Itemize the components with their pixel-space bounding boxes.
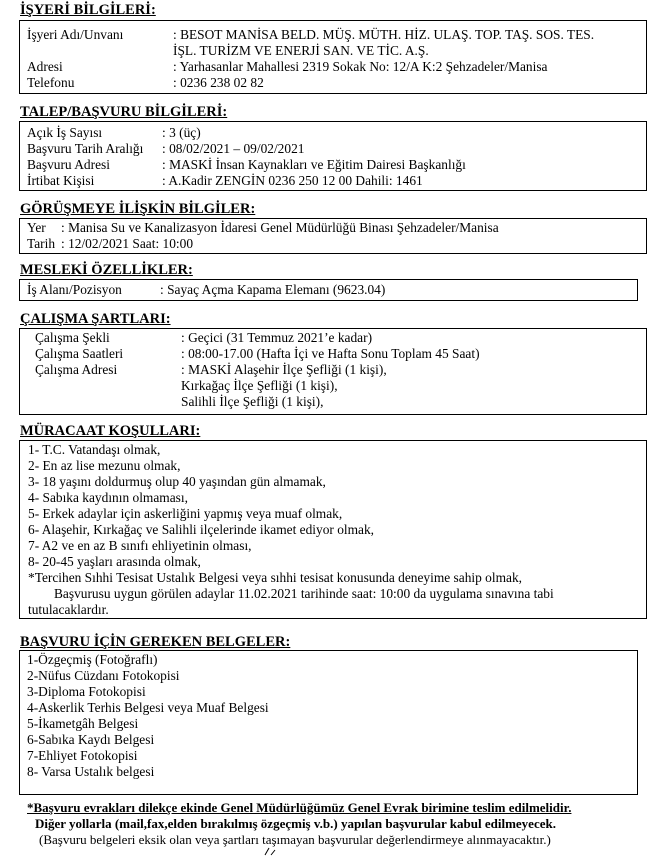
field-value: : 08/02/2021 – 09/02/2021 (162, 141, 305, 156)
field-value: : A.Kadir ZENGİN 0236 250 12 00 Dahili: 1461 (162, 173, 423, 188)
field-value: : MASKİ İnsan Kaynakları ve Eğitim Dairesi Başkanlığı (162, 157, 466, 172)
list-item: 3- 18 yaşını doldurmuş olup 40 yaşından gün almamak, (28, 474, 326, 489)
list-item: 3-Diploma Fotokopisi (27, 684, 146, 699)
calisma-row-adresi-2 (35, 378, 646, 394)
calisma-row-adresi-3 (35, 394, 646, 410)
section-title-calisma: ÇALIŞMA ŞARTLARI: (20, 311, 171, 327)
list-item: 1- T.C. Vatandaşı olmak, (28, 442, 161, 457)
muracaat-box (19, 440, 647, 619)
calisma-row-sekli (35, 330, 646, 346)
field-label: İrtibat Kişisi (27, 173, 95, 188)
list-item: 4-Askerlik Terhis Belgesi veya Muaf Belgesi (27, 700, 269, 715)
calisma-row-adresi (35, 362, 646, 378)
exam-note-line: Başvurusu uygun görülen adaylar 11.02.2021 tarihinde saat: 10:00 da uygulama sınavına tabi (54, 586, 554, 601)
pen-mark-icon (263, 846, 283, 856)
list-item: *Tercihen Sıhhi Tesisat Ustalık Belgesi veya sıhhi tesisat konusunda deneyime sahip olmak, (28, 570, 522, 585)
talep-box (19, 121, 647, 191)
field-value: : Yarhasanlar Mahallesi 2319 Sokak No: 12/A K:2 Şehzadeler/Manisa (173, 59, 548, 74)
talep-row-irtibat (27, 173, 646, 189)
gorusme-box (19, 218, 647, 254)
list-item: 5- Erkek adaylar için askerliğini yapmış veya muaf olmak, (28, 506, 343, 521)
field-label: Açık İş Sayısı (27, 125, 103, 140)
field-value: İŞL. TURİZM VE ENERJİ SAN. VE TİC. A.Ş. (173, 43, 429, 58)
field-label: İş Alanı/Pozisyon (27, 282, 122, 297)
mesleki-box (19, 279, 638, 301)
list-item: 8- 20-45 yaşları arasında olmak, (28, 554, 201, 569)
list-item: 2- En az lise mezunu olmak, (28, 458, 181, 473)
field-value: : BESOT MANİSA BELD. MÜŞ. MÜTH. HİZ. ULAŞ. TOP. TAŞ. SOS. TES. (173, 27, 595, 42)
field-value: : 08:00-17.00 (Hafta İçi ve Hafta Sonu Toplam 45 Saat) (181, 346, 480, 361)
list-item: 7- A2 ve en az B sınıfı ehliyetinin olması, (28, 538, 252, 553)
section-title-isyeri: İŞYERİ BİLGİLERİ: (20, 2, 156, 18)
field-label: Başvuru Adresi (27, 157, 110, 172)
gorusme-row-tarih (27, 236, 646, 252)
footer-note-submission: *Başvuru evrakları dilekçe ekinde Genel Müdürlüğümüz Genel Evrak birimine teslim edilmelidir. (27, 800, 572, 815)
isyeri-row-telefon (27, 75, 646, 91)
section-title-belgeler: BAŞVURU İÇİN GEREKEN BELGELER: (20, 634, 291, 650)
talep-row-acik-is (27, 125, 646, 141)
belgeler-box (19, 650, 638, 795)
list-item: 7-Ehliyet Fotokopisi (27, 748, 138, 763)
isyeri-box (19, 20, 647, 94)
talep-row-tarih (27, 141, 646, 157)
list-item: 1-Özgeçmiş (Fotoğraflı) (27, 652, 158, 667)
calisma-box (19, 328, 647, 415)
exam-note-line: tutulacaklardır. (28, 602, 109, 617)
isyeri-row-unvan-cont (27, 43, 646, 59)
isyeri-row-adres (27, 59, 646, 75)
list-item: 2-Nüfus Cüzdanı Fotokopisi (27, 668, 180, 683)
isyeri-row-unvan (27, 27, 646, 43)
field-value: : 12/02/2021 Saat: 10:00 (61, 236, 194, 251)
field-label: Adresi (27, 59, 63, 74)
section-title-gorusme: GÖRÜŞMEYE İLİŞKİN BİLGİLER: (20, 201, 256, 217)
field-value: : Sayaç Açma Kapama Elemanı (9623.04) (160, 282, 386, 297)
section-title-talep: TALEP/BAŞVURU BİLGİLERİ: (20, 104, 228, 120)
field-value: Salihli İlçe Şefliği (1 kişi), (181, 394, 324, 409)
section-title-muracaat: MÜRACAAT KOŞULLARI: (20, 423, 201, 439)
field-label: Çalışma Saatleri (35, 346, 124, 361)
field-label: Yer (27, 220, 46, 235)
field-value: : 3 (üç) (162, 125, 201, 140)
field-value: : Geçici (31 Temmuz 2021’e kadar) (181, 330, 373, 345)
list-item: 6- Alaşehir, Kırkağaç ve Salihli ilçelerinde ikamet ediyor olmak, (28, 522, 375, 537)
list-item: 6-Sabıka Kaydı Belgesi (27, 732, 155, 747)
field-value: Kırkağaç İlçe Şefliği (1 kişi), (181, 378, 338, 393)
field-value: : MASKİ Alaşehir İlçe Şefliği (1 kişi), (181, 362, 387, 377)
section-title-mesleki: MESLEKİ ÖZELLİKLER: (20, 262, 193, 278)
list-item: 5-İkametgâh Belgesi (27, 716, 139, 731)
footer-note-other-ways: Diğer yollarla (mail,fax,elden bırakılmış özgeçmiş v.b.) yapılan başvurular kabul edilmeyecek. (35, 816, 556, 831)
gorusme-row-yer (27, 220, 646, 236)
mesleki-row-pozisyon (27, 282, 637, 298)
field-label: İşyeri Adı/Unvanı (27, 27, 124, 42)
talep-row-adres (27, 157, 646, 173)
list-item: 8- Varsa Ustalık belgesi (27, 764, 155, 779)
field-value: : 0236 238 02 82 (173, 75, 264, 90)
field-label: Telefonu (27, 75, 75, 90)
field-value: : Manisa Su ve Kanalizasyon İdaresi Genel Müdürlüğü Binası Şehzadeler/Manisa (61, 220, 499, 235)
field-label: Çalışma Şekli (35, 330, 110, 345)
field-label: Başvuru Tarih Aralığı (27, 141, 144, 156)
field-label: Çalışma Adresi (35, 362, 118, 377)
calisma-row-saatleri (35, 346, 646, 362)
field-label: Tarih (27, 236, 56, 251)
footer-note-incomplete: (Başvuru belgeleri eksik olan veya şartları taşımayan başvurular değerlendirmeye alınmayacaktır.) (39, 832, 551, 847)
list-item: 4- Sabıka kaydının olmaması, (28, 490, 188, 505)
